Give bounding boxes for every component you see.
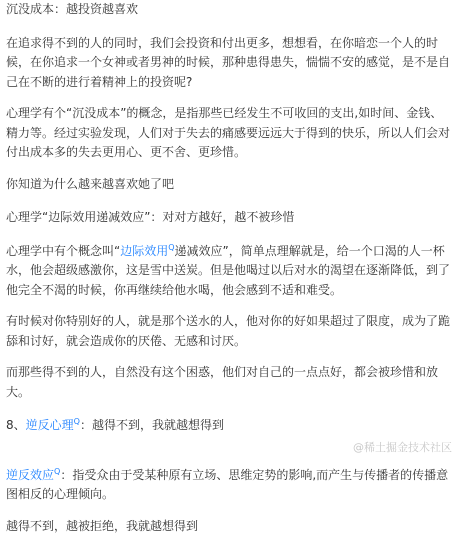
paragraph-pursuit: 在追求得不到的人的同时，我们会投资和付出更多，想想看，在你暗恋一个人的时候，在你追求一个女神或者男神的时候，那种患得患失，惴惴不安的感觉，是不是自己在不断的进行着精神上的投资呢? — [6, 35, 451, 89]
paragraph-marginal-utility — [6, 242, 454, 301]
section-title: 沉没成本：越投资越喜欢 — [6, 2, 139, 16]
search-icon[interactable]: Q — [54, 466, 61, 476]
link-rebellion-psychology[interactable]: 逆反心理 — [25, 418, 74, 432]
text-segment: ：指受众由于受某种原有立场、思维定势的影响,而产生与传播者的传播意图相反的心理倾向。 — [6, 467, 449, 501]
paragraph-sunk-cost: 心理学有个“沉没成本”的概念，是指那些已经发生不可收回的支出,如时间、金钱、精力等。经过实验发现，人们对于失去的痛感要远远大于得到的快乐，所以人们会对付出成本多的失去更用心、更不舍、更珍惜。 — [6, 106, 451, 159]
section-heading-marginal-utility: 心理学“边际效用递减效应”：对对方越好，越不被珍惜 — [6, 210, 295, 224]
link-rebellion-effect[interactable]: 逆反效应 — [6, 467, 55, 482]
text-segment: ：越得不到，我就越想得到 — [79, 418, 224, 432]
heading-number: 8、 — [6, 418, 26, 432]
text-segment: 心理学中有个概念叫“ — [6, 243, 121, 258]
link-marginal-utility[interactable]: 边际效用 — [120, 243, 169, 258]
search-icon[interactable]: Q — [168, 242, 175, 252]
paragraph-final: 越得不到，越被拒绝，我就越想得到 — [6, 518, 199, 533]
paragraph-unattainable: 而那些得不到的人，自然没有这个困惑，他们对自己的一点点好，都会被珍惜和放大。 — [6, 365, 439, 399]
section-heading-rebellion — [6, 416, 454, 436]
paragraph-water-giver: 有时候对你特别好的人，就是那个送水的人，他对你的好如果超过了限度，成为了跪舔和讨好，就会造成你的厌倦、无感和讨厌。 — [6, 314, 451, 348]
article-content — [6, 0, 454, 548]
paragraph-conclusion: 你知道为什么越来越喜欢她了吧 — [6, 176, 175, 191]
paragraph-rebellion-effect — [6, 466, 454, 505]
text-segment: 递减效应”，简单点理解就是，给一个口渴的人一杯水，他会超级感激你，这是雪中送炭。但是他喝过以后对水的渴望在逐渐降低，到了他完全不渴的时候，你再继续给他水喝，他会感到不适和难受。 — [6, 243, 451, 297]
watermark-text: @稀土掘金技术社区 — [353, 441, 452, 454]
search-icon[interactable]: Q — [73, 417, 80, 426]
